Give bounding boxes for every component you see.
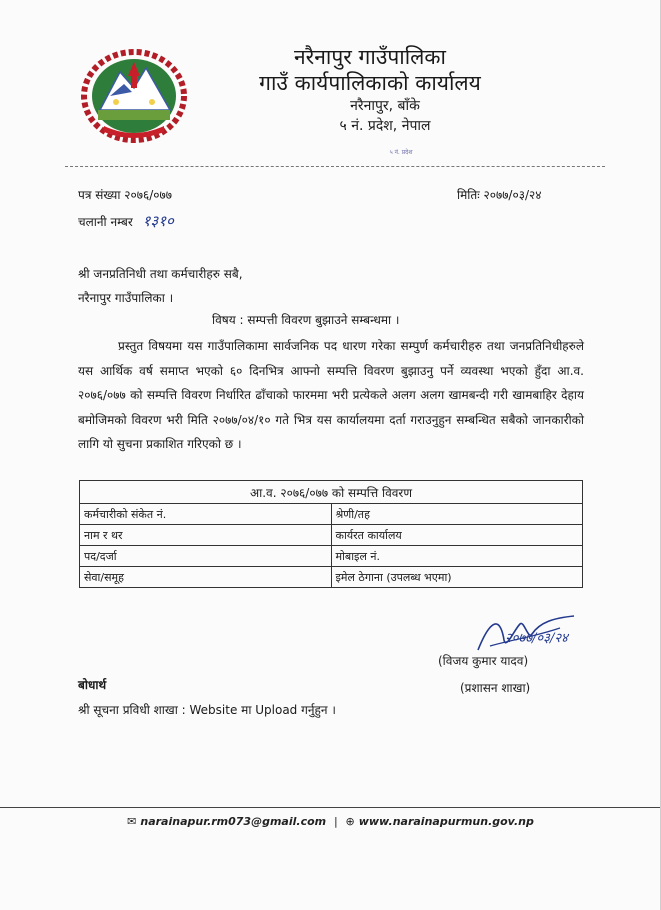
table-row [80,546,583,567]
property-details-table [79,480,583,588]
table-cell: कार्यरत कार्यालय [331,525,583,546]
recipient-line-1: श्री जनप्रतिनिधी तथा कर्मचारीहरु सबै, [78,267,243,281]
footer-email[interactable]: narainapur.rm073@gmail.com [140,815,327,828]
table-caption: आ.व. २०७६/०७७ को सम्पत्ति विवरण [80,481,583,504]
footer-contact [0,815,661,828]
notice-body: प्रस्तुत विषयमा यस गाउँपालिकामा सार्वजनिक पद धारण गरेका सम्पुर्ण कर्मचारीहरु तथा जनप्रतिनिधीहरुले यस आर्थिक वर्ष समाप्त भएको ६० दिनभित्र आफ्नो सम्पत्ति विवरण बुझाउनु पर्ने व्यवस्था भएको हुँदा आ.व. २०७६/०७७ को सम्पत्ति विवरण निर्धारित ढाँचाको फारममा भरी प्रत्येकले अलग अलग खामबन्दी गरी खामबाहिर देहाय बमोजिमको विवरण भरी मिति २०७७/०४/१० गते भित्र यस कार्यालयमा दर्ता गराउनुहुन सम्बन्धित सबैको जानकारीको लागि यो सुचना प्रकाशित गरिएको छ । [78,339,584,451]
table-caption-row [80,481,583,504]
office-stamp: ५ नं. प्रदेश [389,149,413,156]
cc-line: श्री सूचना प्रविधी शाखा : Website मा Upload गर्नुहुन । [78,703,336,717]
recipient-address [78,262,243,310]
header-divider [65,166,605,167]
dispatch-number-row [78,211,174,231]
globe-icon: ⊕ [345,815,355,828]
table-cell: सेवा/समूह [80,567,332,588]
dispatch-label: चलानी नम्बर [78,215,133,229]
table-cell: कर्मचारीको संकेत नं. [80,504,332,525]
envelope-icon: ✉ [127,815,137,828]
footer-separator: | [333,815,338,828]
signature-date: २०७७/०३/२४ [505,631,568,646]
footer-divider [0,807,660,808]
signatory-name: (विजय कुमार यादव) [438,654,529,668]
table-row [80,567,583,588]
table-cell: इमेल ठेगाना (उपलब्ध भएमा) [331,567,583,588]
letter-ref-number: पत्र संख्या २०७६/०७७ [78,188,172,202]
nepal-emblem-icon [80,48,188,144]
subject-line: विषय : सम्पत्ती विवरण बुझाउने सम्बन्धमा । [212,313,400,327]
table-cell: श्रेणी/तह [331,504,583,525]
table-row [80,525,583,546]
cc-label: बोधार्थ [78,678,107,692]
office-header [200,44,500,136]
signatory-branch: (प्रशासन शाखा) [460,681,531,695]
table-cell: मोबाइल नं. [331,546,583,567]
table-row [80,504,583,525]
letter-date: मितिः २०७७/०३/२४ [457,188,542,202]
office-name: गाउँ कार्यपालिकाको कार्यालय [259,71,481,95]
office-location: नरैनापुर, बाँके [350,98,420,114]
table-cell: पद/दर्जा [80,546,332,567]
footer-website[interactable]: www.narainapurmun.gov.np [358,815,534,828]
province-line: ५ नं. प्रदेश, नेपाल [339,118,431,134]
municipality-name: नरैनापुर गाउँपालिका [294,45,446,69]
dispatch-number: १३१० [142,212,174,230]
recipient-line-2: नरैनापुर गाउँपालिका । [78,291,174,305]
table-cell: नाम र थर [80,525,332,546]
